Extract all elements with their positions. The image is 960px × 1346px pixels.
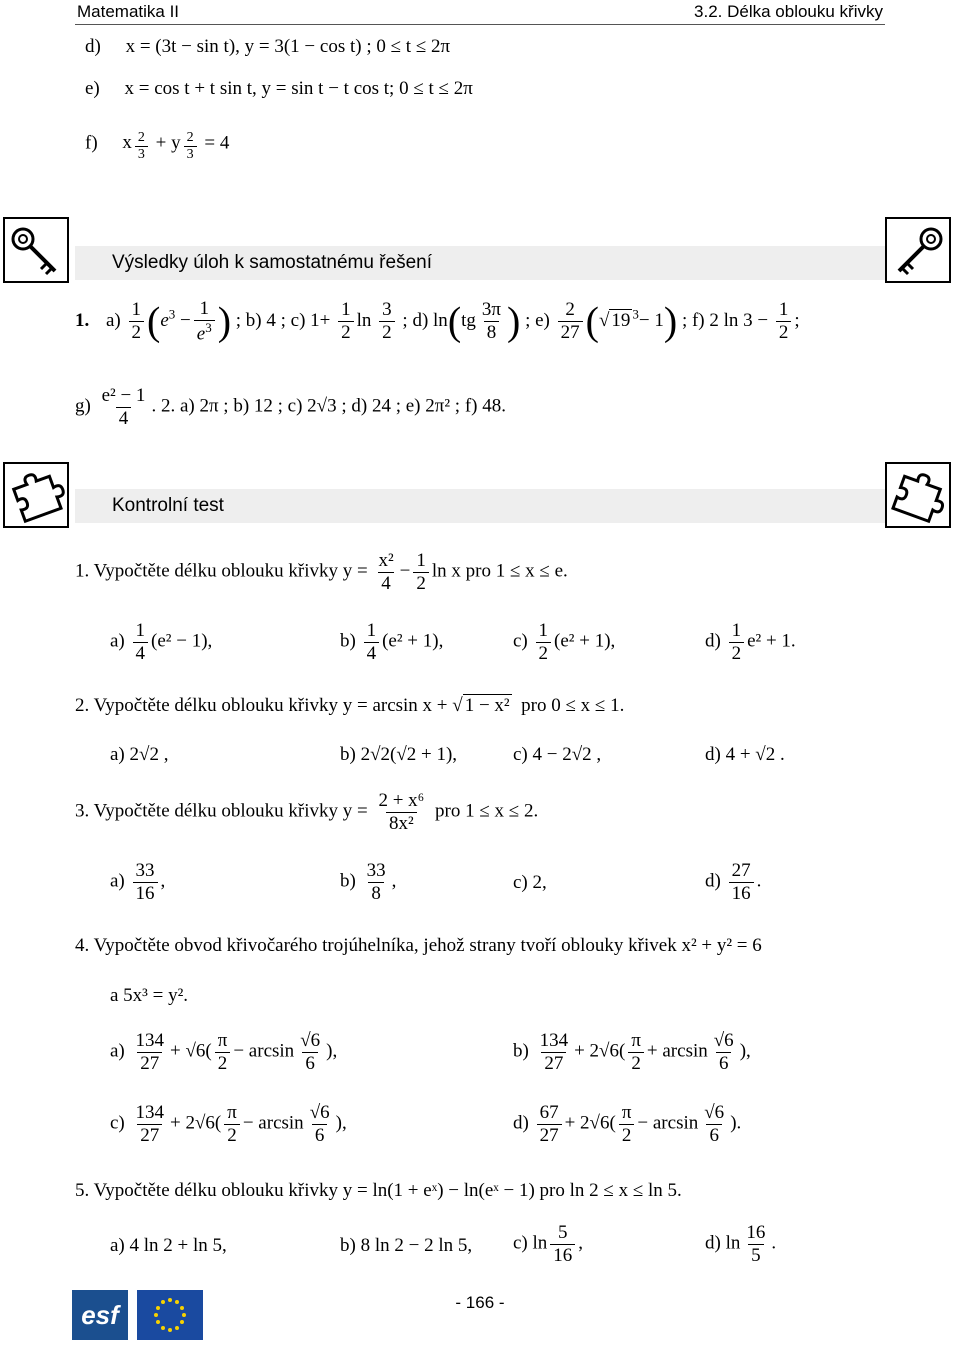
q3-option-b[interactable]: b) $\frac{33}{8}$ ,: [340, 860, 397, 904]
question-5: 5. Vypočtěte délku oblouku křivky y = ln(1 + eˣ) − ln(eˣ − 1) pro ln 2 ≤ x ≤ ln 5.: [75, 1180, 682, 1201]
q4-option-c[interactable]: c) $\frac{134}{27}$ + 2√6( $\frac{\pi}{2}$ − arcsin $\frac{√6}{6}$ ),: [110, 1102, 347, 1146]
q3-option-a[interactable]: a) $\frac{33}{16}$ ,: [110, 860, 166, 904]
q2-option-c[interactable]: c) 4 − 2√2 ,: [513, 744, 602, 765]
section-title: 3.2. Délka oblouku křivky: [694, 2, 883, 21]
question-2: 2. Vypočtěte délku oblouku křivky y = arcsin x + √ 1 − x² pro 0 ≤ x ≤ 1.: [75, 695, 625, 716]
results-line-1: 1. a) $\frac{1}{2}$ ($e^3$ − $\frac{1}{e^3}$ ) ; b) 4 ; c) 1+ $\frac{1}{2}$ ln $\frac{3}{2}$ ; d) ln(tg $\frac{3\pi}{8}$ ) ; e) $\frac{2}{27}$ (√ 19 $^3$− 1) ; f) 2 ln 3 − $\frac{1}{2}$ ;: [75, 298, 800, 345]
q5-option-c[interactable]: c) ln $\frac{5}{16}$ ,: [513, 1222, 584, 1266]
esf-logo: esf: [72, 1290, 128, 1340]
test-title: Kontrolní test: [112, 495, 224, 516]
q4-option-d[interactable]: d) $\frac{67}{27}$ + 2√6( $\frac{\pi}{2}$ − arcsin $\frac{√6}{6}$ ).: [513, 1102, 742, 1146]
q5-option-d[interactable]: d) ln $\frac{16}{5}$ .: [705, 1222, 777, 1266]
key-icon-right: [885, 217, 951, 283]
q5-option-b[interactable]: b) 8 ln 2 − 2 ln 5,: [340, 1235, 473, 1256]
q2-option-a[interactable]: a) 2√2 ,: [110, 744, 169, 765]
page-number: - 166 -: [455, 1293, 505, 1312]
q4-option-a[interactable]: a) $\frac{134}{27}$ + √6( $\frac{\pi}{2}$ − arcsin $\frac{√6}{6}$ ),: [110, 1030, 338, 1074]
q3-option-d[interactable]: d) $\frac{27}{16}$ .: [705, 860, 762, 904]
key-icon: [3, 217, 69, 283]
puzzle-icon: [3, 462, 69, 528]
results-banner: [75, 246, 885, 280]
q1-option-d[interactable]: d) $\frac{1}{2}$ e² + 1.: [705, 620, 796, 664]
puzzle-icon-right: [885, 462, 951, 528]
q1-option-c[interactable]: c) $\frac{1}{2}$ (e² + 1),: [513, 620, 616, 664]
problem-e: e) x = cos t + t sin t, y = sin t − t cos t; 0 ≤ t ≤ 2π: [85, 78, 473, 99]
test-banner: [75, 489, 885, 523]
q4-option-b[interactable]: b) $\frac{134}{27}$ + 2√6( $\frac{\pi}{2}$ + arcsin $\frac{√6}{6}$ ),: [513, 1030, 751, 1074]
results-title: Výsledky úloh k samostatnému řešení: [112, 252, 432, 273]
problem-f: f) x $\frac{2}{3}$ + y $\frac{2}{3}$ = 4: [85, 130, 230, 163]
page-header: [75, 0, 885, 25]
q2-option-d[interactable]: d) 4 + √2 .: [705, 744, 785, 765]
question-4: 4. Vypočtěte obvod křivočarého trojúhelníka, jehož strany tvoří oblouky křivek x² + y² = 6: [75, 935, 762, 956]
question-3: 3. Vypočtěte délku oblouku křivky y = $\frac{\text{2 + x⁶}}{\text{8x²}}$ pro 1 ≤ x ≤ 2.: [75, 790, 539, 834]
course-title: Matematika II: [77, 2, 180, 21]
question-4-cont: a 5x³ = y².: [110, 985, 189, 1006]
q5-option-a[interactable]: a) 4 ln 2 + ln 5,: [110, 1235, 227, 1256]
q1-option-a[interactable]: a) $\frac{1}{4}$ (e² − 1),: [110, 620, 213, 664]
question-1: 1. Vypočtěte délku oblouku křivky y = $\frac{\text{x²}}{4}$ − $\frac{1}{2}$ ln x pro 1 ≤ x ≤ e.: [75, 550, 568, 594]
results-line-2: g) $\frac{\text{e² − 1}}{4}$ . 2. a) 2π ; b) 12 ; c) 2√3 ; d) 24 ; e) 2π² ; f) 48.: [75, 385, 506, 429]
q3-option-c[interactable]: c) 2,: [513, 872, 547, 893]
q2-option-b[interactable]: b) 2√2(√2 + 1),: [340, 744, 458, 765]
problem-d: d) x = (3t − sin t), y = 3(1 − cos t) ; 0 ≤ t ≤ 2π: [85, 36, 451, 57]
q1-option-b[interactable]: b) $\frac{1}{4}$ (e² + 1),: [340, 620, 444, 664]
